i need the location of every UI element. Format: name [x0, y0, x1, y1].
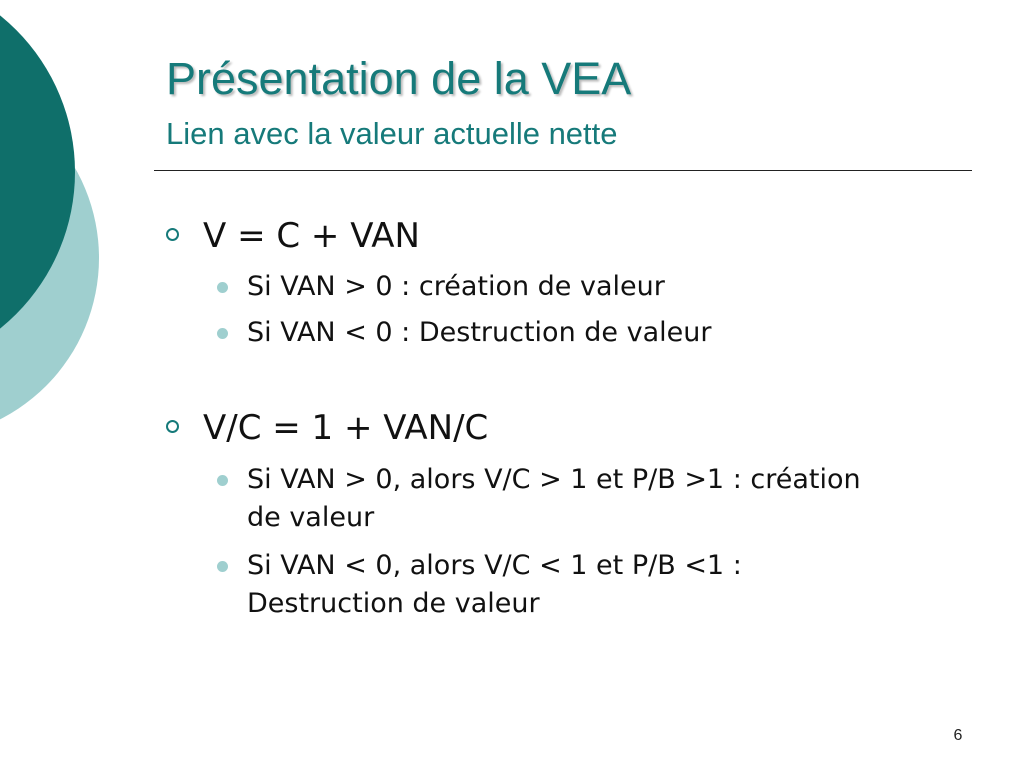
- sub-bullet-item: [217, 314, 897, 352]
- dot-bullet-icon: [217, 328, 228, 339]
- slide-title: Présentation de la VEA: [166, 53, 632, 104]
- title-divider: [154, 170, 972, 171]
- decorative-circles: [0, 0, 120, 420]
- decorative-circles-graphic: [0, 0, 120, 420]
- dot-bullet-icon: [217, 561, 228, 572]
- sub-bullet-text: Si VAN > 0 : création de valeur: [247, 271, 665, 302]
- page-number: 6: [953, 727, 963, 744]
- sub-bullet-item: [217, 268, 897, 306]
- sub-bullet-item: [217, 547, 897, 623]
- dot-bullet-icon: [217, 282, 228, 293]
- bullet-text: V/C = 1 + VAN/C: [203, 408, 489, 448]
- sub-bullet-text: Si VAN < 0, alors V/C < 1 et P/B <1 : Destruction de valeur: [247, 550, 742, 619]
- circle-outline-bullet-icon: [166, 228, 179, 241]
- sub-bullet-text: Si VAN < 0 : Destruction de valeur: [247, 317, 712, 348]
- sub-bullet-item: [217, 461, 897, 537]
- slide-subtitle: Lien avec la valeur actuelle nette: [166, 116, 618, 151]
- circle-outline-bullet-icon: [166, 420, 179, 433]
- dot-bullet-icon: [217, 475, 228, 486]
- bullet-text: V = C + VAN: [203, 216, 420, 256]
- sub-bullet-text: Si VAN > 0, alors V/C > 1 et P/B >1 : création de valeur: [247, 464, 861, 533]
